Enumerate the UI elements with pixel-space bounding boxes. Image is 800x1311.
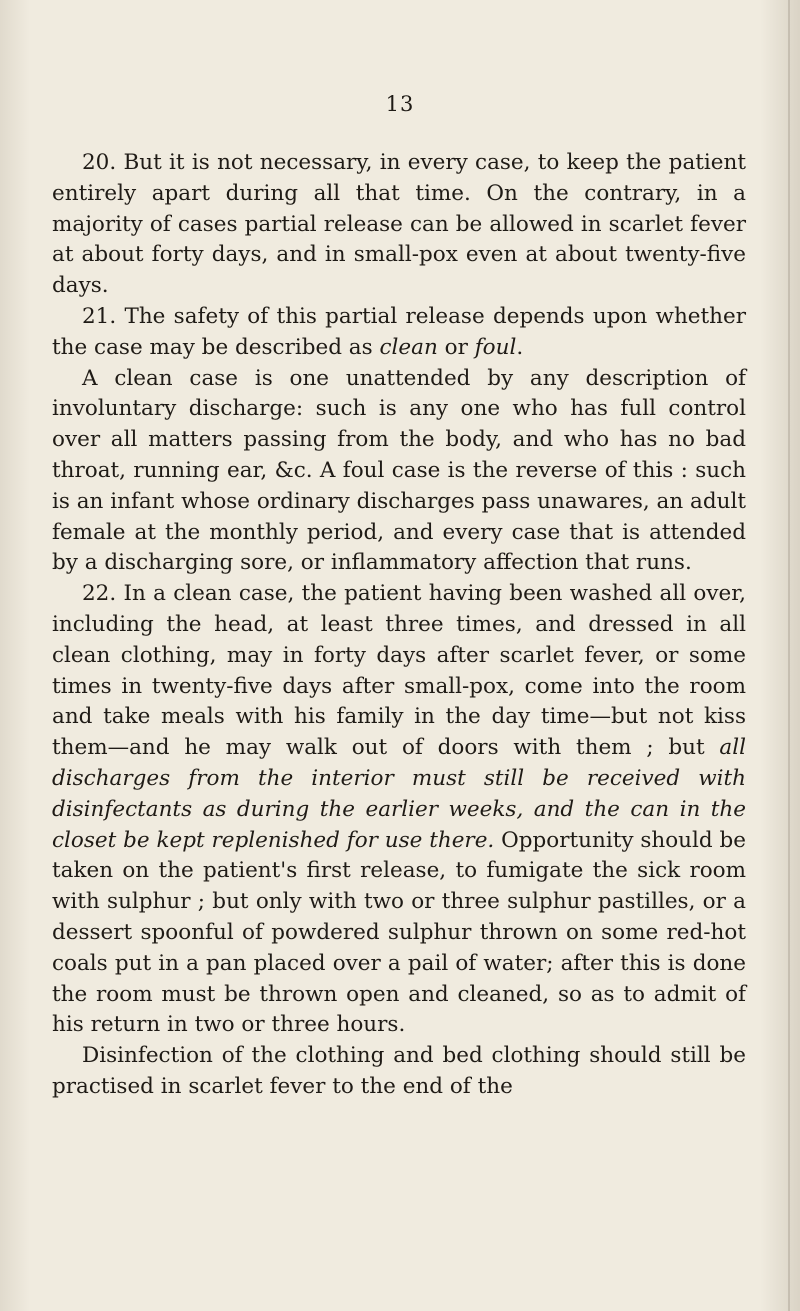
paragraph-22: [52, 579, 746, 1041]
term-clean: clean: [379, 334, 438, 360]
paragraph-21-end: .: [516, 334, 524, 360]
page-edge: [788, 0, 790, 1311]
paragraph-22-rest: Opportunity should be taken on the patient's first release, to fumigate the sick room with sulphur ; but only with two or three sulphur pastilles, or a dessert spoonful of powdered sulphur thrown on some red-hot coals put in a pan placed over a pail of water; after this is done the room must be thrown open and cleaned, so as to admit of his return in two or three hours.: [52, 827, 746, 1038]
paragraph-21: [52, 302, 746, 364]
paragraph-clean-foul-definition: A clean case is one unattended by any description of involuntary discharge: such is any one who has full control over all matters passing from the body, and who has no bad throat, running ear, &c. A foul case is the reverse of this : such is an infant whose ordinary discharges pass unawares, an adult female at the monthly period, and every case that is attended by a discharging sore, or inflammatory affection that runs.: [52, 365, 747, 576]
body-text: [52, 148, 746, 1103]
paragraph-22-text: 22. In a clean case, the patient having been washed all over, including the head, at least three times, and dressed in all clean clothing, may in forty days after scarlet fever, or some times in twenty-five days after small-pox, come into the room and take meals with his family in the day time—but not kiss them—and he may walk out of doors with them ; but: [52, 581, 746, 761]
paragraph-21-or: or: [437, 334, 475, 360]
paragraph-20: 20. But it is not necessary, in every case, to keep the patient entirely apart during all that time. On the contrary, in a majority of cases partial release can be allowed in scarlet fever at about forty days, and in small-pox even at about twenty-five days.: [52, 150, 746, 299]
page-number: 13: [385, 92, 415, 116]
term-foul: foul: [474, 334, 517, 360]
paragraph-22-italic: all discharges from the interior must still be received with disinfectants as during the earlier weeks, and the can in the closet be kept replenished for use there.: [52, 735, 746, 853]
paragraph-21-text: 21. The safety of this partial release depends upon whether the case may be described as: [52, 303, 746, 360]
paragraph-disinfection: Disinfection of the clothing and bed clothing should still be practised in scarlet fever to the end of the: [52, 1043, 746, 1099]
